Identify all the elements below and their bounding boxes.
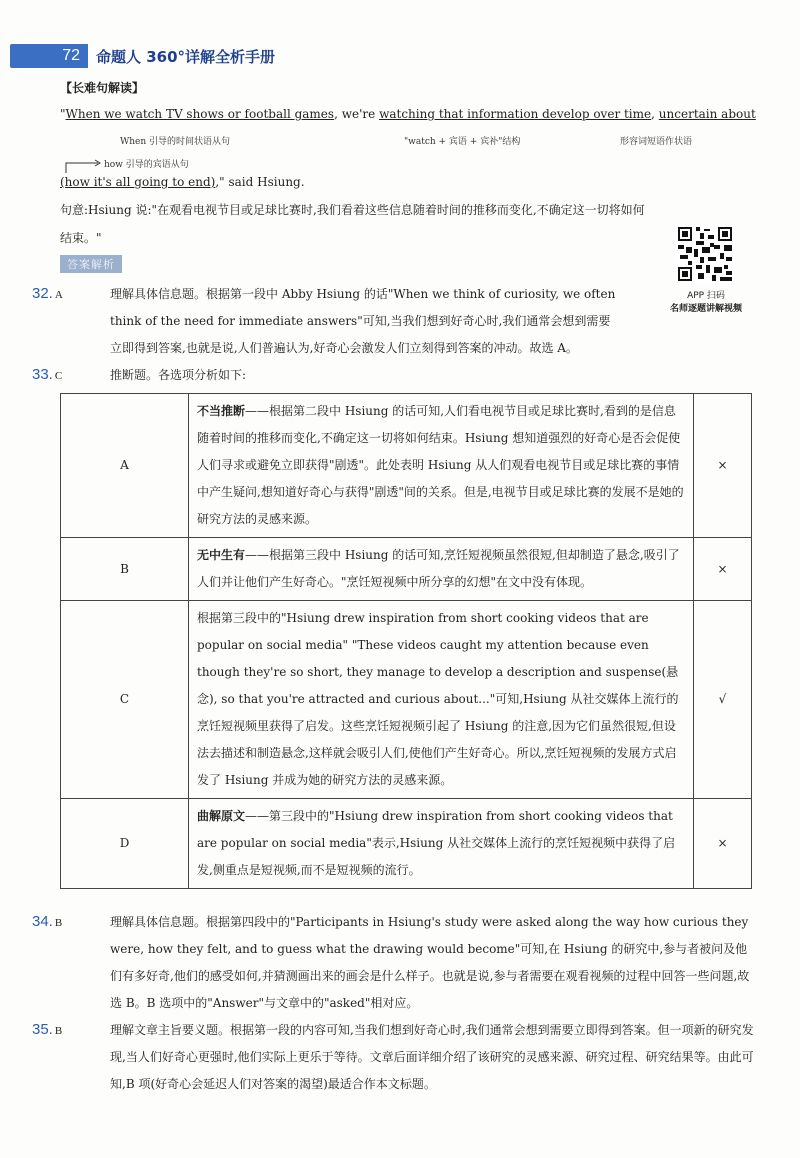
question-32-analysis bbox=[110, 281, 615, 362]
question-33-answer: C bbox=[54, 370, 63, 382]
option-analysis bbox=[189, 601, 694, 799]
q32-line-3: 立即得到答案,也就是说,人们普遍认为,好奇心会激发人们立刻得到答案的冲动。故选 A。 bbox=[110, 341, 578, 355]
option-mark: × bbox=[694, 394, 752, 538]
options-analysis-table bbox=[60, 393, 752, 889]
note-how-clause: how 引导的宾语从句 bbox=[104, 160, 189, 170]
sentence-meaning bbox=[60, 196, 645, 252]
segment-uncertain: uncertain about bbox=[658, 107, 756, 121]
table-row bbox=[61, 601, 752, 799]
question-33-number: 33. C bbox=[32, 366, 63, 383]
arrow-icon bbox=[64, 158, 104, 174]
page-header bbox=[10, 44, 275, 68]
option-label: B bbox=[61, 538, 189, 601]
qr-caption-line-2: 名师逐题讲解视频 bbox=[669, 304, 742, 314]
question-34-answer: B bbox=[54, 917, 63, 929]
table-row bbox=[61, 538, 752, 601]
sentence-analysis-title: 【长难句解读】 bbox=[60, 81, 145, 95]
option-label: D bbox=[61, 799, 189, 889]
question-35-answer: B bbox=[54, 1025, 63, 1037]
question-34-analysis: 理解具体信息题。根据第四段中的"Participants in Hsiung's study were asked along the way how curious they were, how they felt, and to guess what the drawing would become"可知,在 Hsiung 的研究中,参与者被问及他们有多好奇,他们的感受如何,并猜测画出来的画会是什么样子。也就是说,参与者需要在观看视频的过程中回答一些问题,故选 B。B 选项中的"Answer"与文章中的"asked"相对应。 bbox=[110, 915, 750, 1010]
qr-caption bbox=[660, 290, 752, 316]
quote-open: " bbox=[60, 107, 66, 121]
book-title: 命题人 360°详解全析手册 bbox=[96, 47, 276, 66]
question-35-analysis: 理解文章主旨要义题。根据第一段的内容可知,当我们想到好奇心时,我们通常会想到需要立即得到答案。但一项新的研究发现,当人们好奇心更强时,他们实际上更乐于等待。文章后面详细介绍了该研究的灵感来源、研究过程、研究结果等。由此可知,B 项(好奇心会延迟人们对答案的渴望)最适合作本文标题。 bbox=[110, 1023, 754, 1091]
option-mark: √ bbox=[694, 601, 752, 799]
sentence-line-1 bbox=[60, 106, 756, 122]
segment-were: we're bbox=[341, 107, 376, 121]
option-mark: × bbox=[694, 538, 752, 601]
question-35-number: 35. B bbox=[32, 1021, 63, 1038]
question-34-number: 34. B bbox=[32, 913, 63, 930]
sentence-tail: ," said Hsiung. bbox=[215, 175, 305, 189]
option-analysis bbox=[189, 394, 694, 538]
qr-code-icon[interactable] bbox=[676, 225, 734, 283]
qr-caption-line-1: APP 扫码 bbox=[687, 291, 725, 301]
segment-when-clause: When we watch TV shows or football games bbox=[65, 107, 335, 121]
option-text: ——根据第二段中 Hsiung 的话可知,人们看电视节目或足球比赛时,看到的是信息随着时间的推移而变化,不确定这一切将如何结束。Hsiung 想知道强烈的好奇心是否会促使人们寻求或避免立即获得"剧透"。此处表明 Hsiung 从人们观看电视节目或足球比赛的事情中产生疑问,想知道好奇心与获得"剧透"间的关系。但是,电视节目或足球比赛的发展不是她的研究方法的灵感来源。 bbox=[197, 404, 684, 526]
option-keyword: 不当推断 bbox=[197, 404, 246, 418]
segment-how: (how it's all going to end) bbox=[60, 175, 216, 189]
comma: , bbox=[651, 107, 655, 121]
option-analysis bbox=[189, 538, 694, 601]
q32-line-2: think of the need for immediate answers"可知,当我们想到好奇心时,我们通常会想到需要 bbox=[110, 314, 611, 328]
segment-watching: watching that information develop over time bbox=[379, 107, 652, 121]
option-keyword: 曲解原文 bbox=[197, 809, 246, 823]
option-text: 根据第三段中的"Hsiung drew inspiration from short cooking videos that are popular on social media" "These videos caught my attention because even though they're so short, they manage to develop a description and suspense(悬念), so that you're attracted and curious about..."可知,Hsiung 从社交媒体上流行的烹饪短视频里获得了启发。这些烹饪短视频引起了 Hsiung 的注意,因为它们虽然很短,但设法去描述和制造悬念,这样就会吸引人们,使他们产生好奇心。所以,烹饪短视频的发展方式启发了 Hsiung 并成为她的研究方法的灵感来源。 bbox=[197, 611, 679, 787]
table-row bbox=[61, 394, 752, 538]
question-33-intro: 推断题。各选项分析如下: bbox=[110, 368, 247, 382]
question-32-answer: A bbox=[54, 289, 63, 301]
option-label: C bbox=[61, 601, 189, 799]
table-row bbox=[61, 799, 752, 889]
note-watch-structure: "watch + 宾语 + 宾补"结构 bbox=[404, 137, 521, 147]
option-analysis bbox=[189, 799, 694, 889]
meaning-line-2: 结束。" bbox=[60, 231, 102, 245]
option-text: ——第三段中的"Hsiung drew inspiration from short cooking videos that are popular on social media"表示,Hsiung 从社交媒体上流行的烹饪短视频中获得了启发,侧重点是短视频,而不是短视频的流行。 bbox=[197, 809, 676, 877]
page-number: 72 bbox=[10, 44, 88, 68]
note-adjective-phrase: 形容词短语作状语 bbox=[620, 137, 693, 147]
meaning-line-1: 句意:Hsiung 说:"在观看电视节目或足球比赛时,我们看着这些信息随着时间的推移而变化,不确定这一切将如何 bbox=[60, 203, 645, 217]
comma: , bbox=[334, 107, 338, 121]
option-text: ——根据第三段中 Hsiung 的话可知,烹饪短视频虽然很短,但却制造了悬念,吸引了人们并让他们产生好奇心。"烹饪短视频中所分享的幻想"在文中没有体现。 bbox=[197, 548, 680, 589]
q32-line-1: 理解具体信息题。根据第一段中 Abby Hsiung 的话"When we think of curiosity, we often bbox=[110, 287, 616, 301]
question-32-number: 32. A bbox=[32, 285, 63, 302]
option-keyword: 无中生有 bbox=[197, 548, 246, 562]
answer-analysis-badge: 答案解析 bbox=[60, 255, 122, 273]
sentence-line-2 bbox=[60, 174, 305, 190]
option-mark: × bbox=[694, 799, 752, 889]
option-label: A bbox=[61, 394, 189, 538]
note-when-clause: When 引导的时间状语从句 bbox=[120, 137, 231, 147]
